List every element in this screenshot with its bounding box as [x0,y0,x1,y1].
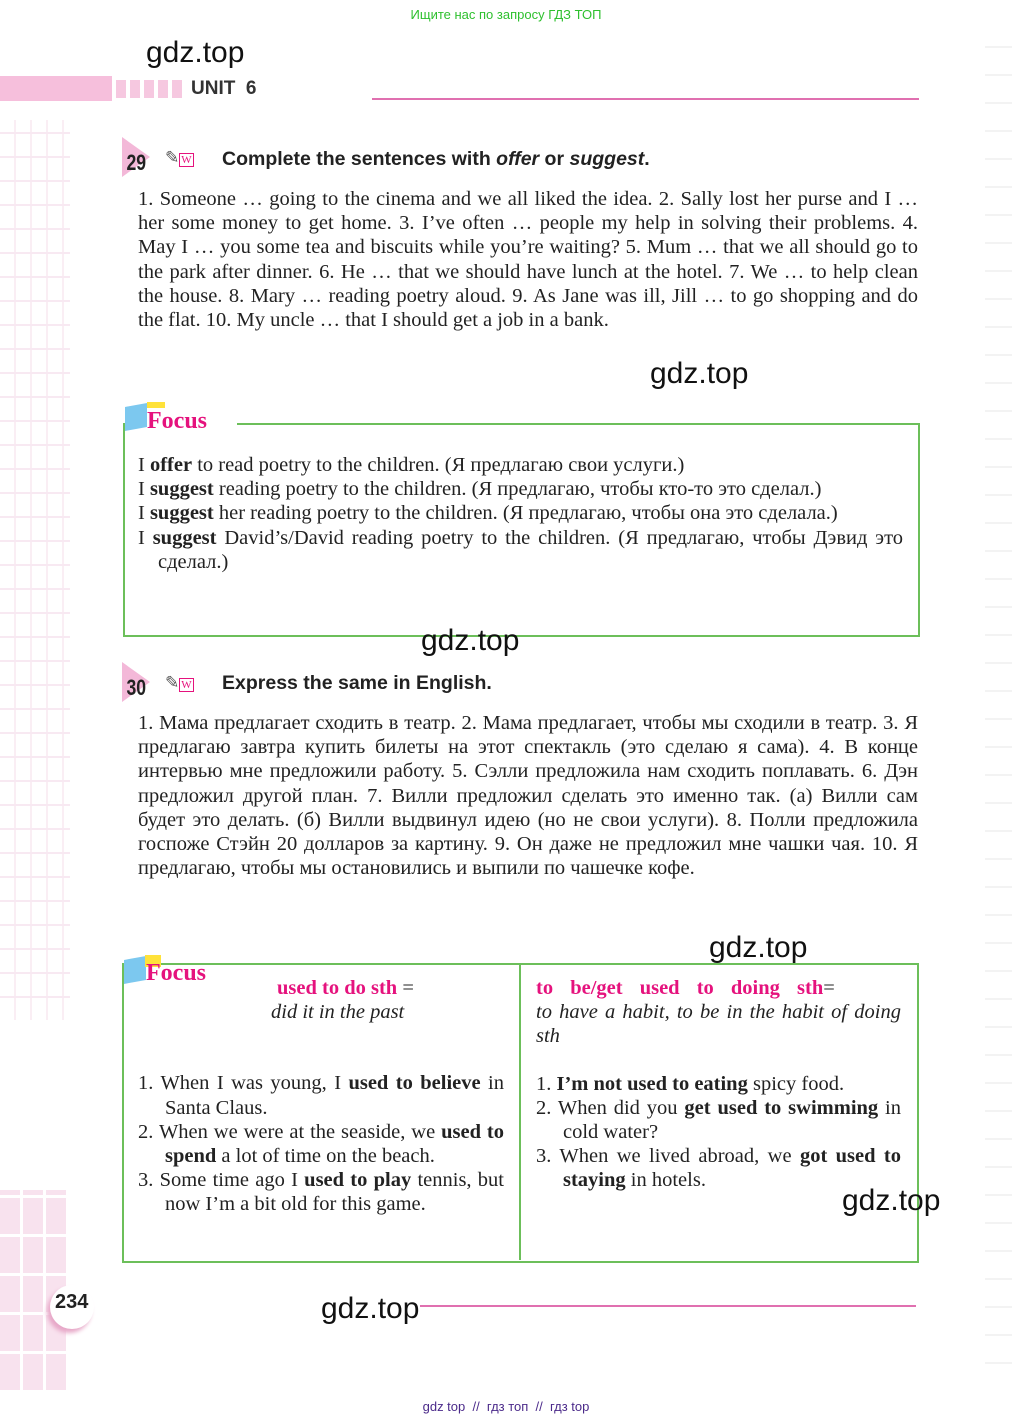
watermark: gdz.top [650,357,749,390]
watermark: gdz.top [421,624,520,657]
watermark: gdz.top [842,1184,941,1217]
exercise-number: 30 [126,675,147,700]
focus-left-column [138,976,504,1217]
watermark: gdz.top [709,931,808,964]
exercise-title: Express the same in English. [222,672,492,694]
example-item: 3. Some time ago I used to play tennis, but now I’m a bit old for this game. [138,1169,504,1216]
title-word-suggest: suggest [569,148,645,170]
unit-label: UNIT 6 [191,78,257,99]
rule-meaning: to have a habit, to be in the habit of doing sth [536,1001,901,1048]
footer-rule [420,1305,916,1307]
title-word-offer: offer [496,148,540,170]
footer-links[interactable]: gdz top // гдз топ // гдз top [422,1399,590,1414]
rule-heading: used to do sth = [277,977,414,999]
focus-line: I suggest her reading poetry to the children. (Я предлагаю, чтобы она это сделала.) [138,502,838,525]
focus-logo-bg [125,403,147,431]
focus-logo: Focus [146,960,206,986]
focus-table-divider [519,964,521,1260]
focus-line: I suggest David’s/David reading poetry to the children. (Я предлагаю, чтобы Дэвид это сделал.) [138,526,904,573]
focus-right-column [536,976,901,1193]
pencil-notebook-icon: ✎ W [165,148,192,168]
rule-meaning: did it in the past [271,1001,405,1024]
focus-lines [138,453,903,574]
focus-line: I suggest reading poetry to the children. (Я предлагаю, чтобы кто-то это сделал.) [138,478,822,501]
exercise-body: 1. Мама предлагает сходить в театр. 2. Мама предлагает, чтобы мы сходили в театр. 3. Я предлагаю завтра купить билеты на этот спектакль (это сделаю я сама). 4. В конце интервью мне предложили работу. 5. Сэлли предложила нам сходить поплавать. 6. Дэн предложил другой план. 7. Вилли предложил сделать это именно так. (а) Вилли сам будет это делать. (б) Вилли выдвинул идею (но не свои услуги). 8. Полли предложила госпоже Стэйн 20 долларов за картину. 9. Он даже не предложил мне чашки чая. 10. Я предлагаю, чтобы мы остановились и выпили по чашечке кофе. [138,712,918,880]
example-item: 1. I’m not used to eating spicy food. [536,1072,845,1095]
pencil-notebook-icon: ✎ W [165,673,192,693]
exercise-title [222,148,650,171]
exercise-number: 29 [126,150,147,175]
page-number: 234 [55,1291,89,1313]
top-banner[interactable]: Ищите нас по запросу ГДЗ ТОП [410,7,602,22]
example-item: 1. When I was young, I used to believe in Santa Claus. [138,1072,504,1119]
header-rule [372,98,919,100]
rule-heading: to be/get used to doing sth= [536,977,835,999]
focus-logo: Focus [147,408,237,435]
exercise-body: 1. Someone … going to the cinema and we all liked the idea. 2. Sally lost her purse and I … her some money to get home. 3. I’ve often … people my help in solving their problems. 4. May I … you some tea and biscuits while you’re waiting? 5. Mum … that we all should go to the park after dinner. 6. He … that we should have lunch at the hotel. 7. We … to help clean the house. 8. Mary … reading poetry aloud. 9. As Jane was ill, Jill … to go shopping and do the flat. 10. My uncle … that I should get a job in a bank. [138,188,918,332]
example-item: 3. When we lived abroad, we got used to staying in hotels. [536,1145,901,1192]
watermark: gdz.top [321,1292,420,1325]
example-item: 2. When did you get used to swimming in cold water? [536,1096,901,1144]
title-text: . [644,148,650,170]
left-decor-squares [116,80,186,98]
left-decor-grid [0,120,70,1020]
watermark: gdz.top [146,36,245,69]
example-item: 2. When we were at the seaside, we used to spend a lot of time on the beach. [138,1120,504,1168]
title-text: Complete the sentences with [222,148,497,170]
left-decor-band [0,76,112,101]
focus-line: I offer to read poetry to the children. (Я предлагаю свои услуги.) [138,454,685,476]
right-decor-grid [985,40,1012,1390]
title-text: or [539,148,570,170]
